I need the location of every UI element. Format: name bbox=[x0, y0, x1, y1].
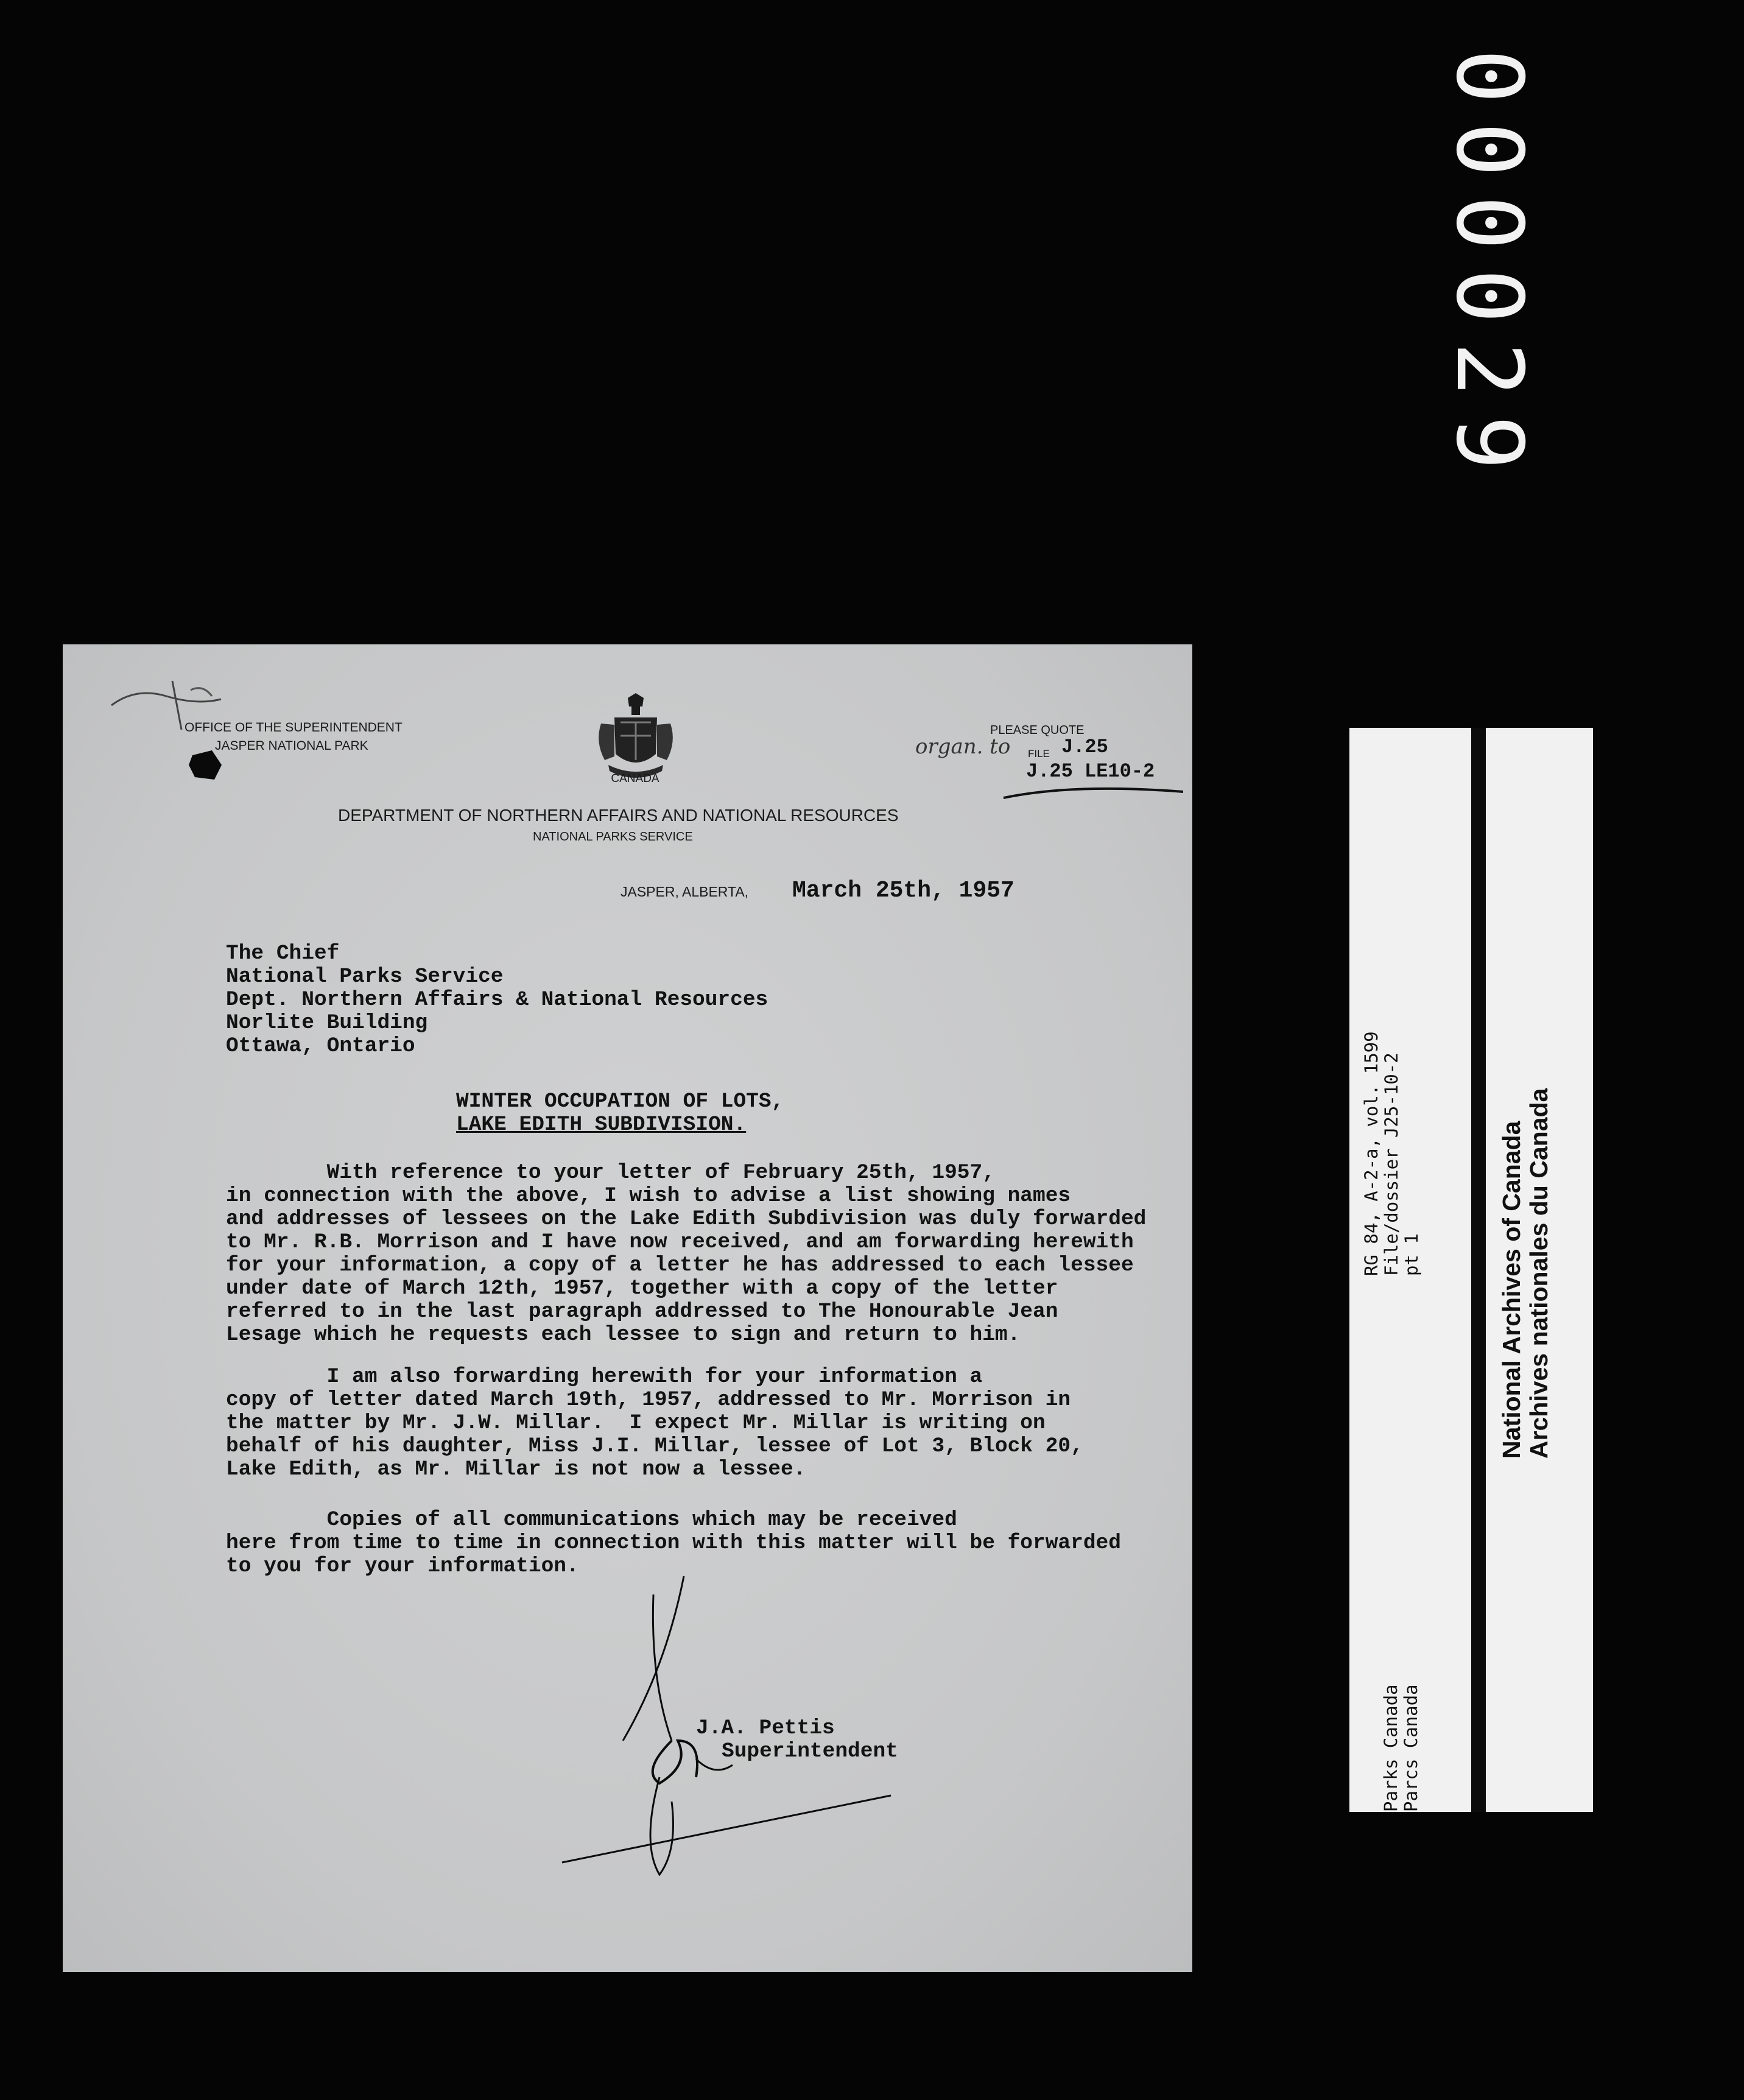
department-name: DEPARTMENT OF NORTHERN AFFAIRS AND NATIONAL RESOURCES bbox=[338, 806, 899, 825]
addressee-line: National Parks Service bbox=[226, 965, 504, 988]
addressee-line: Norlite Building bbox=[226, 1011, 428, 1035]
subject-line-1: WINTER OCCUPATION OF LOTS, bbox=[456, 1090, 784, 1113]
paragraph-line: Lesage which he requests each lessee to sign and return to him. bbox=[226, 1323, 1021, 1347]
place-line bbox=[621, 884, 748, 900]
paragraph-line: I am also forwarding herewith for your information a bbox=[226, 1365, 983, 1389]
addressee-line: Dept. Northern Affairs & National Resources bbox=[226, 988, 768, 1012]
paragraph-line: Lake Edith, as Mr. Millar is not now a lessee. bbox=[226, 1457, 806, 1481]
paragraph-line: to Mr. R.B. Morrison and I have now received, and am forwarding herewith bbox=[226, 1230, 1134, 1254]
fonds-name-fr: Parcs Canada bbox=[1401, 1684, 1421, 1812]
paragraph-line: referred to in the last paragraph addressed to The Honourable Jean bbox=[226, 1300, 1058, 1323]
file-number-1: J.25 bbox=[1061, 736, 1108, 758]
office-line-2: JASPER NATIONAL PARK bbox=[215, 739, 368, 753]
please-quote-label: PLEASE QUOTE bbox=[990, 724, 1085, 737]
reference-line-2: File/dossier J25-10-2 bbox=[1381, 1052, 1402, 1276]
file-number-2: J.25 LE10-2 bbox=[1026, 760, 1155, 783]
addressee-line: Ottawa, Ontario bbox=[226, 1034, 415, 1058]
paragraph-line: behalf of his daughter, Miss J.I. Millar, lessee of Lot 3, Block 20, bbox=[226, 1434, 1083, 1458]
seal-caption: CANADA bbox=[611, 772, 659, 785]
frame-number-text: 000029 bbox=[1436, 49, 1542, 488]
paragraph-line: for your information, a copy of a letter he has addressed to each lessee bbox=[226, 1253, 1134, 1277]
service-name: NATIONAL PARKS SERVICE bbox=[533, 830, 693, 844]
paragraph-line: Copies of all communications which may be received bbox=[226, 1508, 957, 1532]
reference-line-1: RG 84, A-2-a, vol. 1599 bbox=[1361, 1031, 1382, 1276]
paragraph-line: to you for your information. bbox=[226, 1554, 579, 1578]
paragraph-line: in connection with the above, I wish to advise a list showing names bbox=[226, 1184, 1071, 1208]
archive-label bbox=[1349, 728, 1593, 1812]
label-divider-band bbox=[1471, 728, 1486, 1812]
office-line-1: OFFICE OF THE SUPERINTENDENT bbox=[185, 721, 403, 735]
file-label: FILE bbox=[1028, 748, 1050, 759]
subject-line-2: LAKE EDITH SUBDIVISION. bbox=[456, 1113, 747, 1136]
paragraph-line: the matter by Mr. J.W. Millar. I expect Mr. Millar is writing on bbox=[226, 1411, 1046, 1435]
reference-line-3: pt 1 bbox=[1401, 1233, 1422, 1276]
signatory-title: Superintendent bbox=[722, 1739, 898, 1763]
paragraph-line: and addresses of lessees on the Lake Edith Subdivision was duly forwarded bbox=[226, 1207, 1147, 1231]
archive-name bbox=[1498, 1088, 1553, 1459]
letter-sheet bbox=[63, 644, 1192, 1972]
archive-name-en: National Archives of Canada bbox=[1497, 1121, 1525, 1459]
addressee-line: The Chief bbox=[226, 942, 340, 965]
archive-reference bbox=[1362, 1031, 1422, 1276]
fonds-name bbox=[1381, 1684, 1421, 1812]
paragraph-line: under date of March 12th, 1957, together with a copy of the letter bbox=[226, 1277, 1058, 1300]
paragraph-line: here from time to time in connection with this matter will be forwarded bbox=[226, 1531, 1121, 1555]
paragraph-line: copy of letter dated March 19th, 1957, addressed to Mr. Morrison in bbox=[226, 1388, 1071, 1412]
letter-date: March 25th, 1957 bbox=[792, 878, 1014, 904]
handwritten-underline bbox=[1000, 778, 1183, 803]
place-text: JASPER, ALBERTA, bbox=[621, 884, 749, 900]
signatory-name: J.A. Pettis bbox=[696, 1716, 835, 1740]
paragraph-line: With reference to your letter of February 25th, 1957, bbox=[226, 1161, 995, 1185]
handwritten-note: organ. to bbox=[915, 735, 1011, 759]
archive-name-fr: Archives nationales du Canada bbox=[1525, 1088, 1553, 1459]
fonds-name-en: Parks Canada bbox=[1380, 1684, 1401, 1812]
frame-number bbox=[1436, 49, 1542, 627]
